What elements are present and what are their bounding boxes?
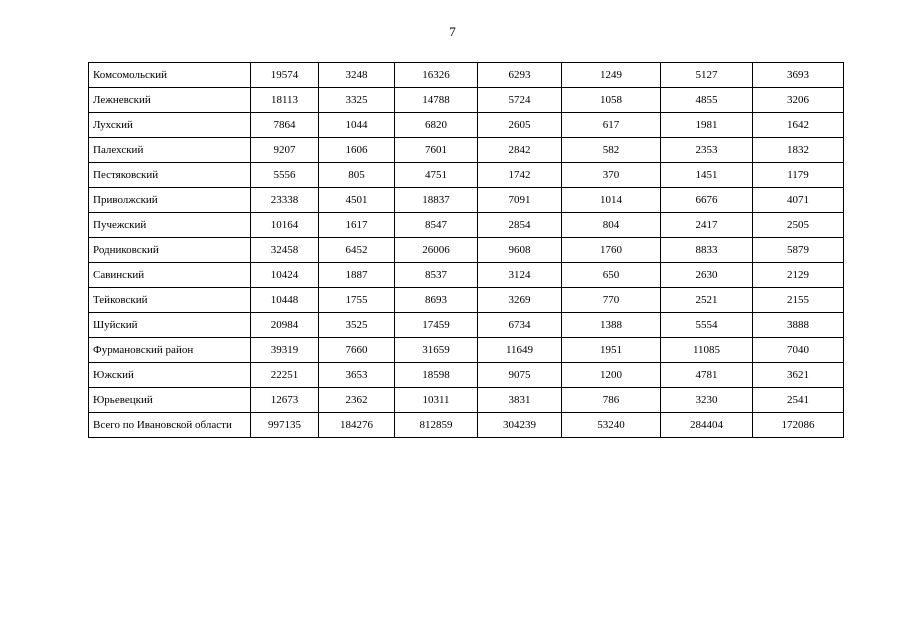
value-cell-col-3: 8693 (395, 288, 478, 313)
value-cell-col-4: 6293 (478, 63, 562, 88)
district-name-cell: Пестяковский (89, 163, 251, 188)
value-cell-col-3: 10311 (395, 388, 478, 413)
value-cell-col-3: 7601 (395, 138, 478, 163)
table-row (89, 138, 844, 163)
value-cell-col-7: 4071 (753, 188, 844, 213)
value-cell-col-2: 6452 (319, 238, 395, 263)
value-cell-col-5: 1760 (562, 238, 661, 263)
value-cell-col-4: 6734 (478, 313, 562, 338)
value-cell-col-7: 1642 (753, 113, 844, 138)
value-cell-col-1: 10164 (251, 213, 319, 238)
value-cell-col-1: 20984 (251, 313, 319, 338)
value-cell-col-3: 8537 (395, 263, 478, 288)
value-cell-col-5: 53240 (562, 413, 661, 438)
value-cell-col-5: 370 (562, 163, 661, 188)
value-cell-col-4: 5724 (478, 88, 562, 113)
value-cell-col-6: 284404 (661, 413, 753, 438)
value-cell-col-2: 1044 (319, 113, 395, 138)
district-name-cell: Юрьевецкий (89, 388, 251, 413)
value-cell-col-3: 31659 (395, 338, 478, 363)
value-cell-col-3: 14788 (395, 88, 478, 113)
value-cell-col-2: 3525 (319, 313, 395, 338)
value-cell-col-7: 3693 (753, 63, 844, 88)
district-name-cell: Шуйский (89, 313, 251, 338)
value-cell-col-5: 650 (562, 263, 661, 288)
value-cell-col-3: 8547 (395, 213, 478, 238)
value-cell-col-7: 5879 (753, 238, 844, 263)
value-cell-col-5: 1058 (562, 88, 661, 113)
value-cell-col-5: 1249 (562, 63, 661, 88)
value-cell-col-2: 3325 (319, 88, 395, 113)
value-cell-col-1: 997135 (251, 413, 319, 438)
value-cell-col-1: 22251 (251, 363, 319, 388)
value-cell-col-4: 3269 (478, 288, 562, 313)
value-cell-col-4: 9075 (478, 363, 562, 388)
value-cell-col-2: 184276 (319, 413, 395, 438)
value-cell-col-3: 16326 (395, 63, 478, 88)
value-cell-col-4: 304239 (478, 413, 562, 438)
district-name-cell: Родниковский (89, 238, 251, 263)
district-name-cell: Приволжский (89, 188, 251, 213)
value-cell-col-4: 3831 (478, 388, 562, 413)
value-cell-col-1: 5556 (251, 163, 319, 188)
value-cell-col-4: 3124 (478, 263, 562, 288)
district-name-cell: Лухский (89, 113, 251, 138)
value-cell-col-4: 2854 (478, 213, 562, 238)
total-row (89, 413, 844, 438)
district-name-cell: Пучежский (89, 213, 251, 238)
value-cell-col-6: 4855 (661, 88, 753, 113)
table-row (89, 388, 844, 413)
value-cell-col-2: 1606 (319, 138, 395, 163)
table-row (89, 238, 844, 263)
district-name-cell: Всего по Ивановской области (89, 413, 251, 438)
value-cell-col-3: 4751 (395, 163, 478, 188)
value-cell-col-2: 1755 (319, 288, 395, 313)
value-cell-col-3: 18837 (395, 188, 478, 213)
value-cell-col-6: 2630 (661, 263, 753, 288)
district-name-cell: Савинский (89, 263, 251, 288)
value-cell-col-1: 10424 (251, 263, 319, 288)
value-cell-col-7: 7040 (753, 338, 844, 363)
district-name-cell: Тейковский (89, 288, 251, 313)
value-cell-col-7: 172086 (753, 413, 844, 438)
value-cell-col-2: 7660 (319, 338, 395, 363)
value-cell-col-6: 11085 (661, 338, 753, 363)
table-row (89, 263, 844, 288)
value-cell-col-1: 7864 (251, 113, 319, 138)
value-cell-col-6: 2521 (661, 288, 753, 313)
value-cell-col-6: 2417 (661, 213, 753, 238)
value-cell-col-1: 12673 (251, 388, 319, 413)
value-cell-col-2: 2362 (319, 388, 395, 413)
value-cell-col-5: 582 (562, 138, 661, 163)
table-row (89, 163, 844, 188)
value-cell-col-5: 1388 (562, 313, 661, 338)
district-name-cell: Комсомольский (89, 63, 251, 88)
value-cell-col-5: 617 (562, 113, 661, 138)
value-cell-col-3: 18598 (395, 363, 478, 388)
value-cell-col-4: 11649 (478, 338, 562, 363)
value-cell-col-1: 23338 (251, 188, 319, 213)
value-cell-col-7: 3888 (753, 313, 844, 338)
table-row (89, 288, 844, 313)
value-cell-col-3: 17459 (395, 313, 478, 338)
table-row (89, 88, 844, 113)
district-name-cell: Южский (89, 363, 251, 388)
value-cell-col-4: 2605 (478, 113, 562, 138)
value-cell-col-1: 9207 (251, 138, 319, 163)
value-cell-col-2: 3653 (319, 363, 395, 388)
table-row (89, 338, 844, 363)
value-cell-col-3: 26006 (395, 238, 478, 263)
value-cell-col-2: 1887 (319, 263, 395, 288)
district-name-cell: Фурмановский район (89, 338, 251, 363)
value-cell-col-5: 804 (562, 213, 661, 238)
value-cell-col-1: 10448 (251, 288, 319, 313)
table-row (89, 113, 844, 138)
district-name-cell: Лежневский (89, 88, 251, 113)
value-cell-col-2: 805 (319, 163, 395, 188)
value-cell-col-3: 812859 (395, 413, 478, 438)
value-cell-col-7: 3206 (753, 88, 844, 113)
table-row (89, 188, 844, 213)
value-cell-col-5: 1951 (562, 338, 661, 363)
value-cell-col-4: 2842 (478, 138, 562, 163)
value-cell-col-1: 19574 (251, 63, 319, 88)
value-cell-col-6: 5554 (661, 313, 753, 338)
value-cell-col-6: 4781 (661, 363, 753, 388)
value-cell-col-6: 6676 (661, 188, 753, 213)
page-number: 7 (449, 24, 456, 39)
table-row (89, 363, 844, 388)
value-cell-col-7: 2541 (753, 388, 844, 413)
value-cell-col-6: 1451 (661, 163, 753, 188)
value-cell-col-4: 9608 (478, 238, 562, 263)
value-cell-col-5: 1200 (562, 363, 661, 388)
value-cell-col-7: 2155 (753, 288, 844, 313)
value-cell-col-4: 1742 (478, 163, 562, 188)
value-cell-col-6: 3230 (661, 388, 753, 413)
statistics-table (88, 62, 844, 438)
value-cell-col-6: 8833 (661, 238, 753, 263)
district-name-cell: Палехский (89, 138, 251, 163)
value-cell-col-7: 2129 (753, 263, 844, 288)
value-cell-col-6: 1981 (661, 113, 753, 138)
value-cell-col-6: 2353 (661, 138, 753, 163)
value-cell-col-7: 3621 (753, 363, 844, 388)
value-cell-col-5: 786 (562, 388, 661, 413)
value-cell-col-1: 18113 (251, 88, 319, 113)
table-body (89, 63, 844, 438)
value-cell-col-5: 770 (562, 288, 661, 313)
value-cell-col-3: 6820 (395, 113, 478, 138)
value-cell-col-4: 7091 (478, 188, 562, 213)
value-cell-col-7: 1832 (753, 138, 844, 163)
value-cell-col-2: 4501 (319, 188, 395, 213)
value-cell-col-6: 5127 (661, 63, 753, 88)
value-cell-col-1: 39319 (251, 338, 319, 363)
value-cell-col-7: 1179 (753, 163, 844, 188)
table-row (89, 213, 844, 238)
value-cell-col-2: 1617 (319, 213, 395, 238)
table-row (89, 63, 844, 88)
value-cell-col-7: 2505 (753, 213, 844, 238)
value-cell-col-1: 32458 (251, 238, 319, 263)
table-row (89, 313, 844, 338)
value-cell-col-5: 1014 (562, 188, 661, 213)
value-cell-col-2: 3248 (319, 63, 395, 88)
